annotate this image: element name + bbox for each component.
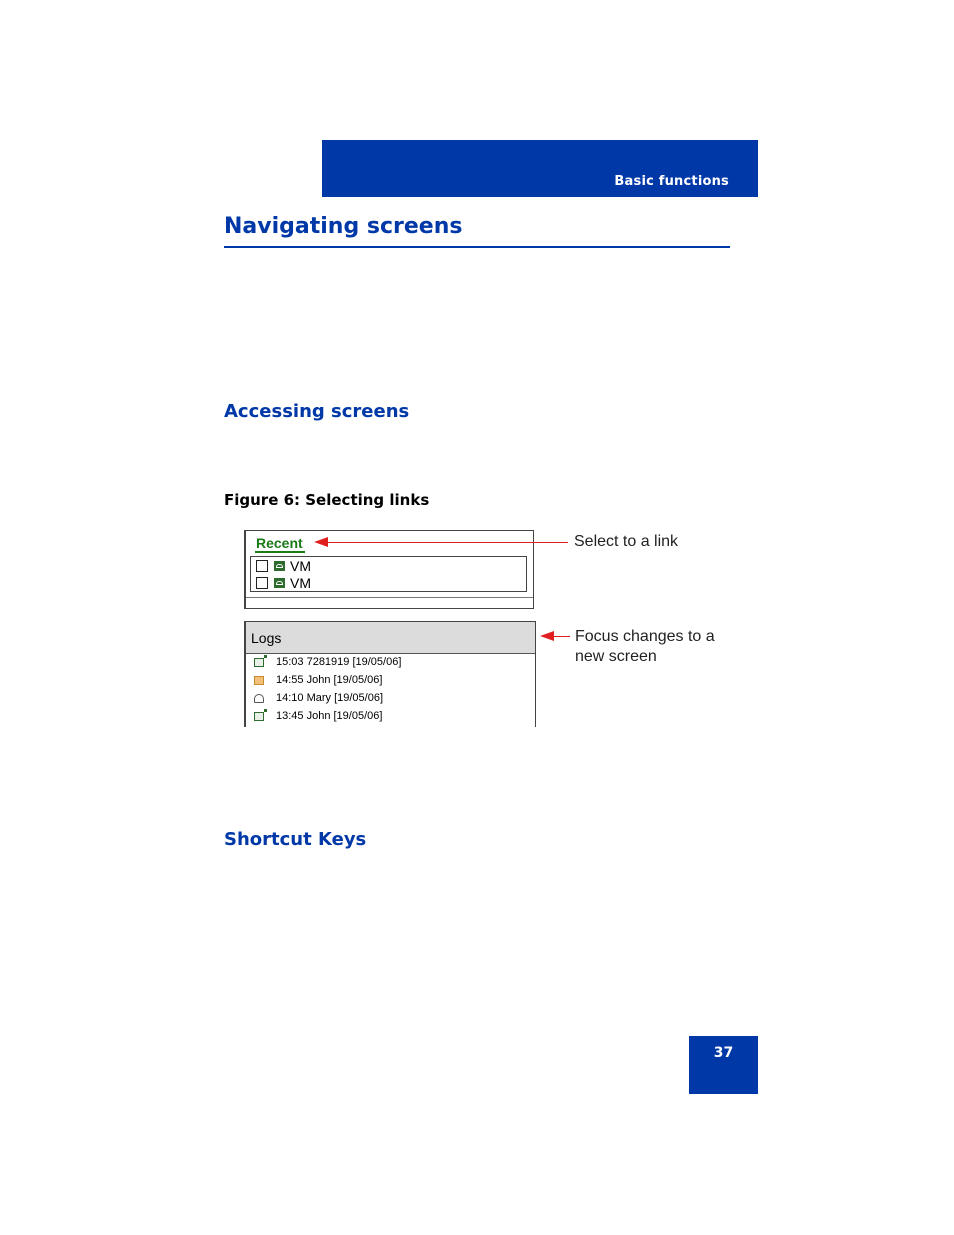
annotation-select-link: Select to a link — [574, 533, 679, 550]
log-row[interactable] — [254, 691, 383, 705]
list-item[interactable] — [256, 558, 311, 574]
page-number-box — [689, 1036, 758, 1094]
annotation-line — [552, 636, 570, 637]
page-number: 37 — [713, 1045, 734, 1061]
log-row[interactable] — [254, 709, 382, 723]
annotation-line — [326, 542, 568, 543]
section-heading-shortcut: Shortcut Keys — [224, 829, 367, 850]
list-item-label: VM — [290, 558, 311, 574]
missed-call-icon — [254, 712, 264, 721]
annotation-focus-line1: Focus changes to a — [575, 628, 715, 645]
missed-call-icon — [254, 658, 264, 667]
recent-list — [250, 556, 527, 592]
log-text: 14:10 Mary [19/05/06] — [276, 692, 384, 704]
outgoing-call-icon — [254, 694, 264, 703]
list-item[interactable] — [256, 575, 311, 591]
log-text: 14:55 John [19/05/06] — [276, 674, 383, 686]
header-bar — [322, 140, 758, 197]
section-label: Basic functions — [614, 174, 729, 189]
list-item-label: VM — [290, 575, 311, 591]
log-text: 13:45 John [19/05/06] — [276, 710, 383, 722]
checkbox[interactable] — [256, 560, 268, 572]
divider — [246, 597, 533, 598]
title-rule — [224, 246, 730, 248]
page-title: Navigating screens — [224, 214, 463, 239]
logs-header — [246, 622, 535, 654]
voicemail-icon — [274, 561, 285, 571]
voicemail-icon — [274, 578, 285, 588]
logs-title: Logs — [251, 630, 282, 646]
section-heading-accessing: Accessing screens — [224, 401, 410, 422]
checkbox[interactable] — [256, 577, 268, 589]
received-call-icon — [254, 676, 264, 685]
log-row[interactable] — [254, 673, 382, 687]
figure-caption: Figure 6: Selecting links — [224, 491, 430, 509]
recent-link[interactable]: Recent — [255, 535, 305, 553]
log-text: 15:03 7281919 [19/05/06] — [276, 656, 402, 668]
logs-panel — [244, 621, 536, 727]
log-row[interactable] — [254, 655, 401, 669]
annotation-focus-line2: new screen — [575, 648, 657, 665]
